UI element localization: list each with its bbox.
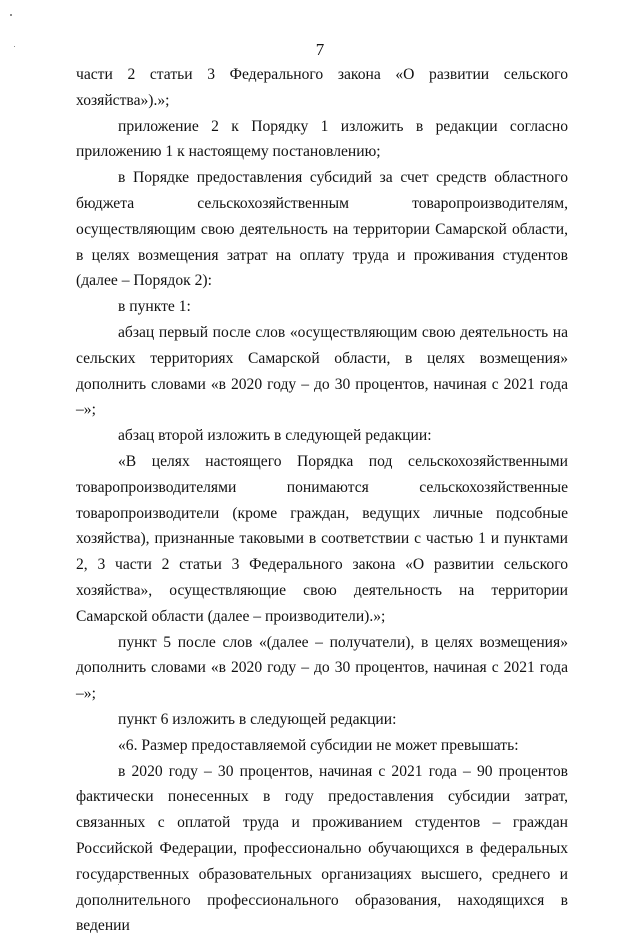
paragraph: пункт 5 после слов «(далее – получатели), в целях возмещения» дополнить словами «в 2020 году – до 30 процентов, начиная с 2021 года –»;: [76, 633, 568, 703]
document-body: [76, 62, 568, 939]
paragraph: «6. Размер предоставляемой субсидии не может превышать:: [118, 736, 519, 754]
paragraph: абзац второй изложить в следующей редакции:: [118, 427, 432, 445]
paragraph: в Порядке предоставления субсидий за счет средств областного бюджета сельскохозяйственным товаропроизводителям, осуществляющим свою деятельность на территории Самарской области, в целях возмещения затрат на оплату труда и проживания студентов (далее – Порядок 2):: [76, 169, 568, 290]
paragraph: абзац первый после слов «осуществляющим свою деятельность на сельских территориях Самарской области, в целях возмещения» дополнить словами «в 2020 году – до 30 процентов, начиная с 2021 года –»;: [76, 323, 568, 419]
paragraph: пункт 6 изложить в следующей редакции:: [118, 710, 397, 728]
scan-speck: [10, 14, 12, 16]
paragraph: «В целях настоящего Порядка под сельскохозяйственными товаропроизводителями понимаются сельскохозяйственные товаропроизводители (кроме граждан, ведущих личные подсобные хозяйства), признанные таковыми в соответствии с частью 1 и пунктами 2, 3 части 2 статьи 3 Федерального закона «О развитии сельского хозяйства», осуществляющие свою деятельность на территории Самарской области (далее – производители).»;: [76, 452, 568, 625]
scan-speck: [118, 884, 119, 885]
page-number: 7: [315, 40, 325, 59]
paragraph: части 2 статьи 3 Федерального закона «О развитии сельского хозяйства»).»;: [76, 66, 568, 109]
paragraph: в 2020 году – 30 процентов, начиная с 2021 года – 90 процентов фактически понесенных в году предоставления субсидии затрат, связанных с оплатой труда и проживанием студентов – граждан Российской Федерации, профессионально обучающихся в федеральных государственных образовательных организациях высшего, среднего и дополнительного профессионального образования, находящихся в ведении: [76, 762, 568, 935]
paragraph: в пункте 1:: [118, 298, 191, 316]
paragraph: приложение 2 к Порядку 1 изложить в редакции согласно приложению 1 к настоящему постановлению;: [76, 117, 568, 161]
